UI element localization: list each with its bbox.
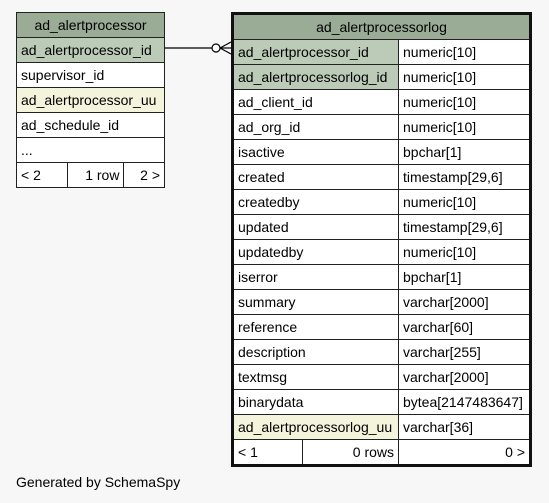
column-name[interactable]: createdby — [233, 190, 399, 215]
column-type: bytea[2147483647] — [399, 390, 531, 415]
column-name[interactable]: ad_org_id — [233, 115, 399, 140]
column-type: numeric[10] — [399, 40, 531, 65]
parents-link[interactable]: < 1 — [233, 440, 303, 466]
column-type: varchar[36] — [399, 415, 531, 440]
column-ad-alertprocessor-id[interactable]: ad_alertprocessor_id — [17, 38, 165, 63]
column-type: bpchar[1] — [399, 265, 531, 290]
children-link[interactable]: 2 > — [124, 163, 165, 188]
column-type: numeric[10] — [399, 90, 531, 115]
parents-link[interactable]: < 2 — [17, 163, 68, 188]
column-supervisor-id[interactable]: supervisor_id — [17, 63, 165, 88]
column-type: numeric[10] — [399, 240, 531, 265]
crowfoot-upper — [220, 42, 231, 48]
table-title[interactable]: ad_alertprocessorlog — [233, 14, 531, 40]
column-type: numeric[10] — [399, 65, 531, 90]
crowfoot-lower — [220, 48, 231, 54]
column-type: varchar[2000] — [399, 290, 531, 315]
column-type: varchar[255] — [399, 340, 531, 365]
children-link[interactable]: 0 > — [399, 440, 531, 466]
column-name[interactable]: description — [233, 340, 399, 365]
table-title[interactable]: ad_alertprocessor — [17, 13, 165, 38]
column-type: timestamp[29,6] — [399, 165, 531, 190]
column-type: varchar[60] — [399, 315, 531, 340]
column-ad-schedule-id[interactable]: ad_schedule_id — [17, 113, 165, 138]
column-type: varchar[2000] — [399, 365, 531, 390]
column-type: numeric[10] — [399, 115, 531, 140]
column-name[interactable]: updatedby — [233, 240, 399, 265]
column-type: numeric[10] — [399, 190, 531, 215]
column-name[interactable]: updated — [233, 215, 399, 240]
column-name[interactable]: textmsg — [233, 365, 399, 390]
column-name[interactable]: ad_alertprocessorlog_id — [233, 65, 399, 90]
row-count: 1 row — [67, 163, 124, 188]
column-ad-alertprocessor-uu[interactable]: ad_alertprocessor_uu — [17, 88, 165, 113]
column-name[interactable]: ad_client_id — [233, 90, 399, 115]
column-name[interactable]: ad_alertprocessorlog_uu — [233, 415, 399, 440]
column-name[interactable]: summary — [233, 290, 399, 315]
column-name[interactable]: ad_alertprocessor_id — [233, 40, 399, 65]
column-more[interactable]: ... — [17, 138, 165, 163]
column-name[interactable]: created — [233, 165, 399, 190]
column-name[interactable]: reference — [233, 315, 399, 340]
column-name[interactable]: iserror — [233, 265, 399, 290]
generated-by-text: Generated by SchemaSpy — [16, 474, 181, 490]
column-type: bpchar[1] — [399, 140, 531, 165]
column-name[interactable]: binarydata — [233, 390, 399, 415]
column-type: timestamp[29,6] — [399, 215, 531, 240]
row-count: 0 rows — [303, 440, 399, 466]
zero-optional-marker — [212, 44, 220, 52]
column-name[interactable]: isactive — [233, 140, 399, 165]
